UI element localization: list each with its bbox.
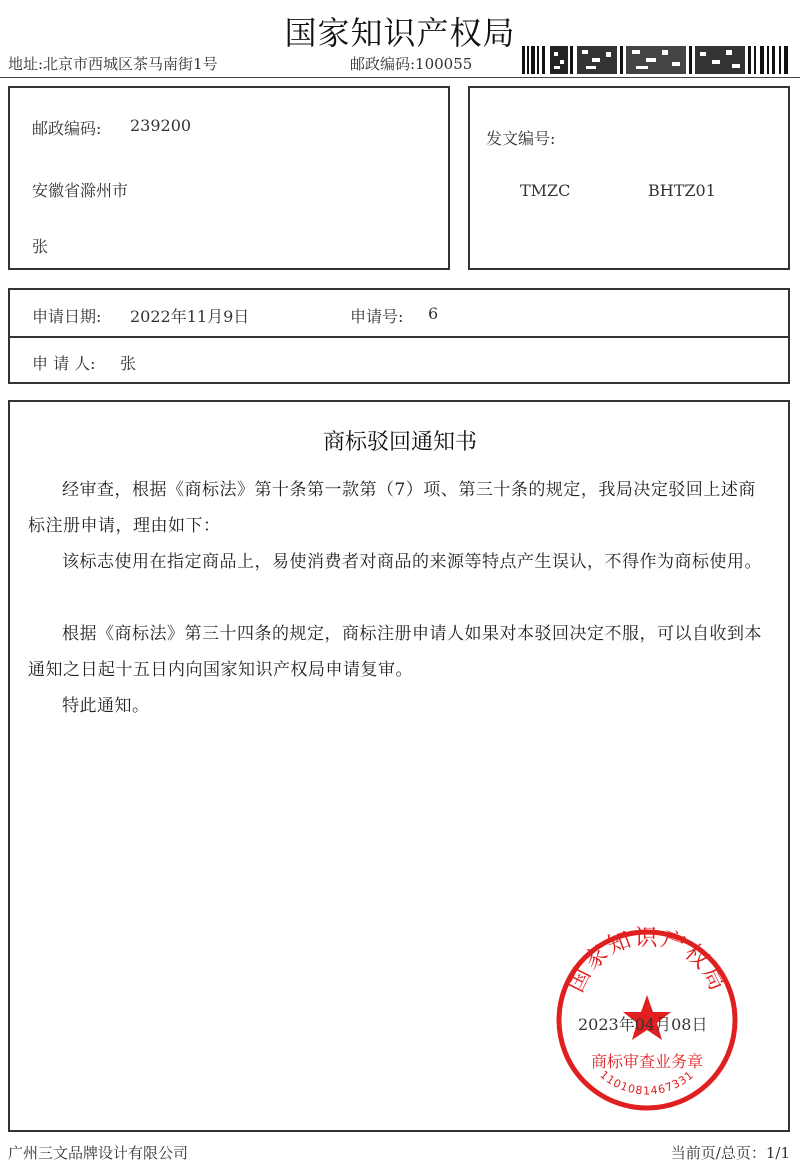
- office-address: 地址:北京市西城区茶马南街1号: [8, 55, 218, 73]
- barcode-image: [522, 44, 790, 76]
- recipient-name: 张: [32, 237, 49, 256]
- doc-number-label: 发文编号:: [486, 129, 556, 148]
- notice-paragraph: 根据《商标法》第三十四条的规定，商标注册申请人如果对本驳回决定不服，可以自收到本通知之日起十五日内向国家知识产权局申请复审。: [28, 624, 762, 680]
- applicant-name: 张: [120, 354, 137, 373]
- notice-paragraph: 经审查，根据《商标法》第十条第一款第（7）项、第三十条的规定，我局决定驳回上述商标注册申请，理由如下：: [28, 480, 756, 536]
- notice-paragraph: 特此通知。: [62, 696, 150, 716]
- application-number: 6: [428, 304, 439, 323]
- seal-dept-text: 商标审查业务章: [590, 1052, 704, 1071]
- footer-page-number: 当前页/总页：1/1: [670, 1144, 790, 1162]
- doc-number-prefix: TMZC: [520, 181, 571, 200]
- recipient-city: 安徽省滁州市: [32, 181, 129, 200]
- application-info-box: [8, 288, 790, 384]
- issue-date: 2023年04月08日: [578, 1015, 708, 1034]
- application-date: 2022年11月9日: [130, 307, 250, 326]
- notice-paragraph: 该标志使用在指定商品上，易使消费者对商品的来源等特点产生误认，不得作为商标使用。: [62, 552, 762, 572]
- doc-number-suffix: BHTZ01: [648, 181, 716, 200]
- application-number-label: 申请号:: [350, 307, 404, 326]
- recipient-postcode-label: 邮政编码:: [32, 119, 102, 138]
- application-date-label: 申请日期:: [32, 307, 102, 326]
- footer-company: 广州三文品牌设计有限公司: [8, 1144, 189, 1162]
- doc-number-box: [468, 86, 790, 270]
- recipient-postcode: 239200: [130, 116, 192, 135]
- header-divider: [0, 77, 800, 78]
- seal-org-text: 国家知识产权局: [562, 925, 732, 997]
- application-info-divider: [10, 336, 788, 338]
- recipient-box: [8, 86, 450, 270]
- office-title: 国家知识产权局: [284, 14, 516, 52]
- applicant-label: 申 请 人:: [32, 354, 96, 373]
- seal-code-text: 1101081467331: [597, 1068, 697, 1098]
- office-postal-code: 邮政编码:100055: [350, 55, 473, 73]
- notice-title: 商标驳回通知书: [322, 430, 477, 455]
